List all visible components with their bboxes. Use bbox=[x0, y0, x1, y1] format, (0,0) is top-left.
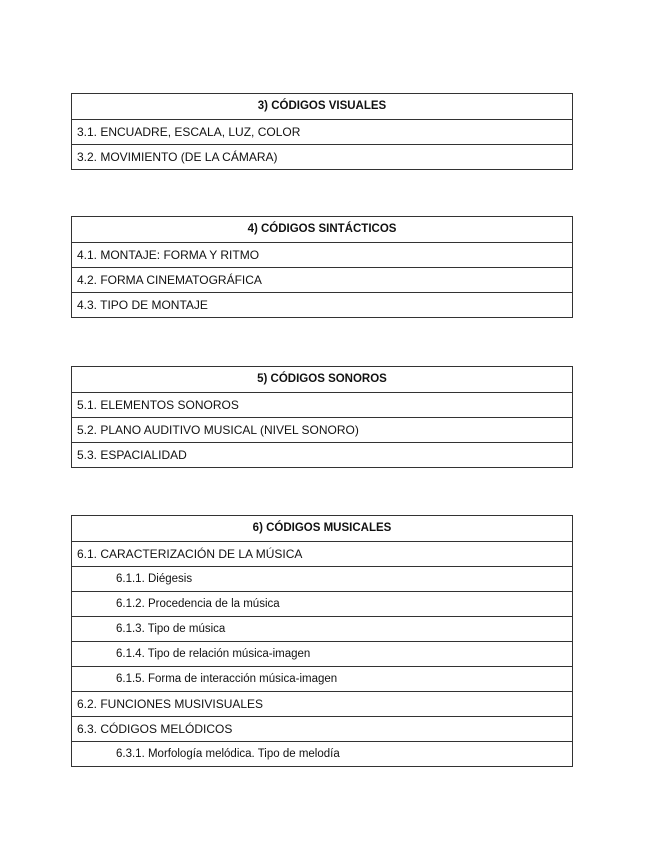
table-codigos-musicales bbox=[71, 515, 573, 767]
table-row: 6.1. CARACTERIZACIÓN DE LA MÚSICA bbox=[72, 541, 572, 566]
table-row: 4.3. TIPO DE MONTAJE bbox=[72, 292, 572, 317]
table-row: 5.1. ELEMENTOS SONOROS bbox=[72, 392, 572, 417]
table-row-sub: 6.1.1. Diégesis bbox=[72, 566, 572, 591]
table-heading: 4) CÓDIGOS SINTÁCTICOS bbox=[247, 223, 397, 235]
table-row: 3.1. ENCUADRE, ESCALA, LUZ, COLOR bbox=[72, 119, 572, 144]
table-row: 4.2. FORMA CINEMATOGRÁFICA bbox=[72, 267, 572, 292]
table-row: 4.1. MONTAJE: FORMA Y RITMO bbox=[72, 242, 572, 267]
table-row-sub: 6.1.4. Tipo de relación música-imagen bbox=[72, 641, 572, 666]
table-codigos-visuales bbox=[71, 93, 573, 170]
table-row: 5.3. ESPACIALIDAD bbox=[72, 442, 572, 467]
table-row-sub: 6.1.3. Tipo de música bbox=[72, 616, 572, 641]
table-row-sub: 6.1.5. Forma de interacción música-imagen bbox=[72, 666, 572, 691]
table-heading: 3) CÓDIGOS VISUALES bbox=[257, 100, 387, 112]
table-row: 5.2. PLANO AUDITIVO MUSICAL (NIVEL SONORO) bbox=[72, 417, 572, 442]
table-row-sub: 6.3.1. Morfología melódica. Tipo de melodía bbox=[72, 741, 572, 766]
table-row-sub: 6.1.2. Procedencia de la música bbox=[72, 591, 572, 616]
table-row: 6.2. FUNCIONES MUSIVISUALES bbox=[72, 691, 572, 716]
table-row: 6.3. CÓDIGOS MELÓDICOS bbox=[72, 716, 572, 741]
table-codigos-sonoros bbox=[71, 366, 573, 468]
table-codigos-sintacticos bbox=[71, 216, 573, 318]
table-heading: 5) CÓDIGOS SONOROS bbox=[257, 373, 387, 385]
table-row: 3.2. MOVIMIENTO (DE LA CÁMARA) bbox=[72, 144, 572, 169]
table-heading: 6) CÓDIGOS MUSICALES bbox=[252, 522, 392, 534]
